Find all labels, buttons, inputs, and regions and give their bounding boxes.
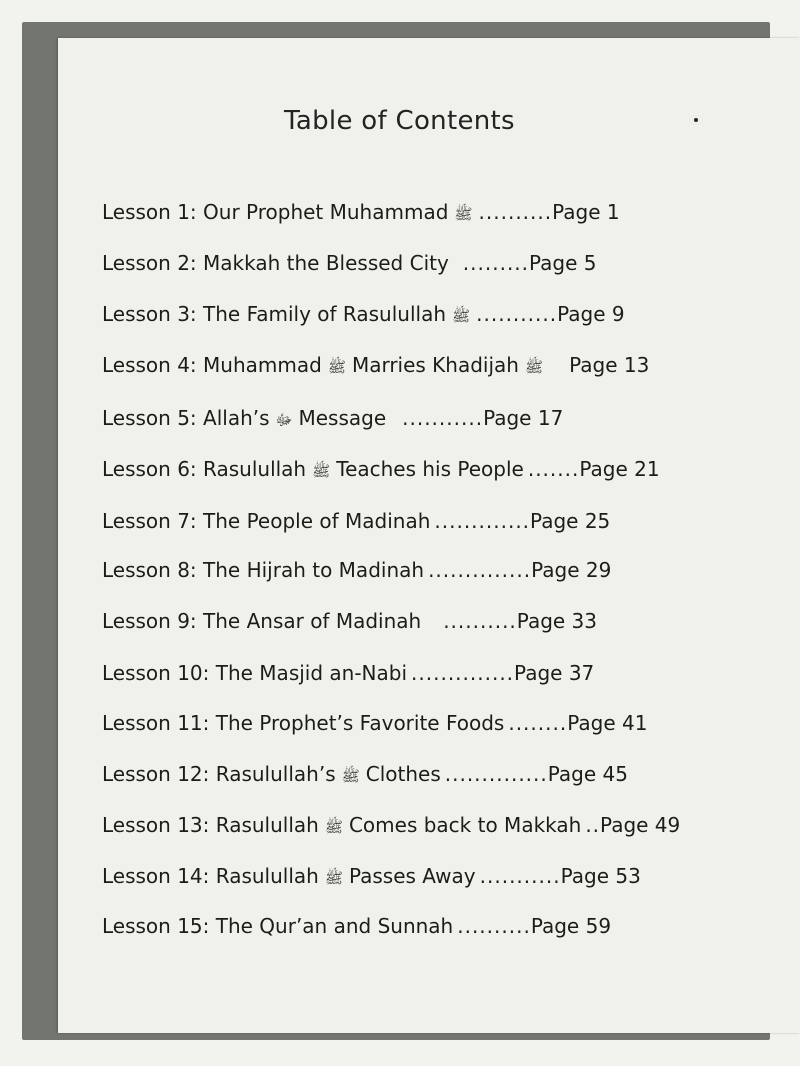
entry-title: Lesson 2: Makkah the Blessed City (102, 251, 449, 275)
leader-dots: ........... (402, 406, 484, 430)
leader-dots: .......... (478, 200, 553, 224)
toc-entry (102, 302, 625, 336)
page-sheet (58, 38, 800, 1033)
honorific-seal-icon: ﷺ (324, 818, 343, 836)
page-number: Page 9 (557, 302, 625, 326)
toc-entry (102, 200, 620, 234)
page-number: Page 17 (483, 406, 564, 430)
page-number: Page 21 (579, 457, 660, 481)
entry-title: Lesson 6: Rasulullah (102, 457, 307, 481)
leader-dots: ........... (479, 864, 561, 888)
entry-title: Lesson 14: Rasulullah (102, 864, 319, 888)
entry-title: Lesson 4: Muhammad (102, 353, 322, 377)
entry-title: Lesson 3: The Family of Rasulullah (102, 302, 447, 326)
toc-entry (102, 609, 597, 643)
toc-entry (102, 251, 597, 285)
honorific-seal-icon: ﷺ (327, 358, 346, 376)
entry-title: Lesson 8: The Hijrah to Madinah (102, 558, 425, 582)
entry-title: Lesson 15: The Qur’an and Sunnah (102, 914, 454, 938)
leader-dots: ....... (527, 457, 580, 481)
toc-entry (102, 864, 641, 898)
toc-entry (102, 762, 628, 796)
leader-dots: ............. (434, 509, 531, 533)
entry-title: Lesson 1: Our Prophet Muhammad (102, 200, 449, 224)
entry-title: Lesson 7: The People of Madinah (102, 509, 431, 533)
entry-title: Lesson 10: The Masjid an-Nabi (102, 661, 408, 685)
toc-entry (102, 406, 563, 440)
leader-dots: ........ (508, 711, 568, 735)
entry-title-rest: Comes back to Makkah (348, 813, 582, 837)
page-number: Page 33 (516, 609, 598, 633)
leader-dots: .. (585, 813, 601, 837)
page-number: Page 41 (567, 711, 648, 735)
leader-dots: .............. (444, 762, 548, 786)
honorific-seal-icon: ﷺ (312, 462, 331, 480)
page-number: Page 5 (529, 251, 597, 275)
honorific-seal-icon: ﷺ (341, 767, 360, 785)
toc-entry (102, 509, 610, 543)
page-number: Page 59 (530, 914, 612, 938)
page-number: Page 29 (531, 558, 612, 582)
title-mark (694, 118, 698, 122)
toc-entry (102, 558, 611, 592)
entry-title: Lesson 11: The Prophet’s Favorite Foods (102, 711, 505, 735)
entry-title-rest: Marries Khadijah (351, 353, 519, 377)
leader-dots: .............. (411, 661, 515, 685)
entry-title-rest: Teaches his People (336, 457, 524, 481)
page-number: Page 53 (560, 864, 641, 888)
entry-title: Lesson 5: Allah’s (102, 406, 270, 430)
page-number: Page 13 (569, 353, 650, 377)
leader-dots: ........... (476, 302, 558, 326)
honorific-seal-icon: ﷺ (454, 205, 473, 223)
honorific-seal-icon: ﷻ (275, 411, 293, 429)
entry-title: Lesson 12: Rasulullah’s (102, 762, 336, 786)
leader-dots: .............. (428, 558, 532, 582)
toc-entry (102, 914, 611, 948)
toc-entry (102, 711, 647, 745)
toc-entry (102, 661, 594, 695)
entry-title: Lesson 13: Rasulullah (102, 813, 319, 837)
page-title: Table of Contents (284, 106, 515, 136)
page-number: Page 49 (600, 813, 681, 837)
page-number: Page 45 (547, 762, 628, 786)
page-number: Page 1 (552, 200, 620, 224)
entry-title-rest: Message (298, 406, 387, 430)
honorific-seal-icon: ﷺ (452, 307, 471, 325)
toc-entry (102, 813, 680, 847)
honorific-seal-icon: ﷺ (524, 358, 544, 376)
entry-title: Lesson 9: The Ansar of Madinah (102, 609, 422, 633)
entry-title-rest: Clothes (365, 762, 441, 786)
entry-title-rest: Passes Away (348, 864, 476, 888)
page-number: Page 37 (514, 661, 595, 685)
toc-entry (102, 457, 660, 491)
honorific-seal-icon: ﷺ (324, 869, 343, 887)
leader-dots: ......... (462, 251, 530, 275)
page-number: Page 25 (530, 509, 611, 533)
leader-dots: .......... (443, 609, 517, 633)
leader-dots: .......... (457, 914, 531, 938)
toc-entry (102, 353, 649, 387)
